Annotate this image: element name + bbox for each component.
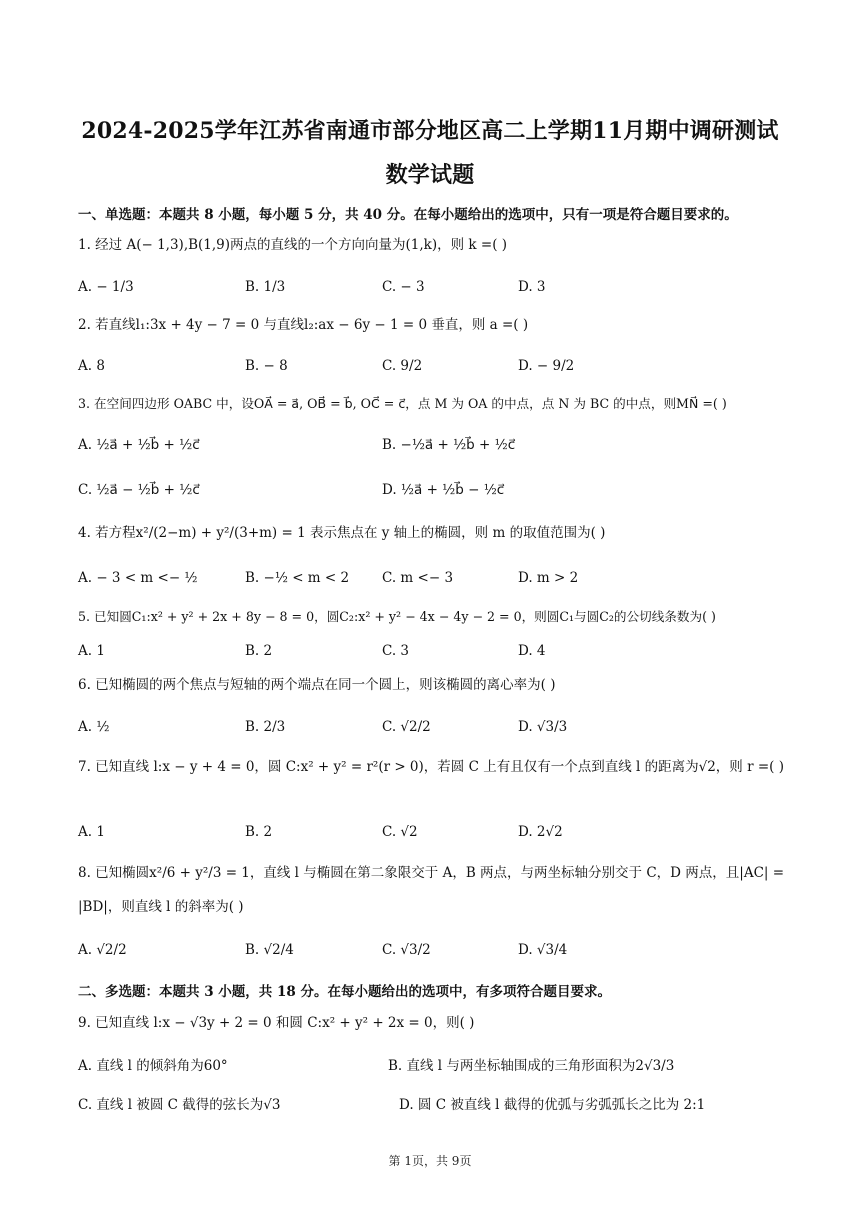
exam-subtitle: 数学试题 bbox=[385, 162, 475, 188]
question-8-option-c: C. √3/2 bbox=[382, 942, 431, 958]
question-6-option-c: C. √2/2 bbox=[382, 719, 431, 735]
question-3-option-a: A. ½a⃗ + ½b⃗ + ½c⃗ bbox=[78, 437, 200, 453]
exam-title: 2024-2025学年江苏省南通市部分地区高二上学期11月期中调研测试 bbox=[81, 118, 779, 144]
question-1-option-d: D. 3 bbox=[518, 279, 546, 295]
question-6-option-b: B. 2/3 bbox=[245, 719, 286, 735]
question-1-option-b: B. 1/3 bbox=[245, 279, 286, 295]
question-4-option-a: A. − 3 < m <− ½ bbox=[78, 570, 198, 586]
question-8-stem: 8. 已知椭圆x²/6 + y²/3 = 1，直线 l 与椭圆在第二象限交于 A，B 两点，与两坐标轴分别交于 C，D 两点，且|AC| = |BD|，则直线 l 的斜率为( ) bbox=[78, 865, 785, 915]
question-1-option-a: A. − 1/3 bbox=[78, 279, 134, 295]
question-3-option-c: C. ½a⃗ − ½b⃗ + ½c⃗ bbox=[78, 482, 200, 498]
question-2-option-c: C. 9/2 bbox=[382, 358, 423, 374]
question-7-option-c: C. √2 bbox=[382, 824, 418, 840]
question-8-option-d: D. √3/4 bbox=[518, 942, 568, 958]
question-1-option-c: C. − 3 bbox=[382, 279, 425, 295]
question-5-option-d: D. 4 bbox=[518, 643, 546, 659]
question-4-option-b: B. −½ < m < 2 bbox=[245, 570, 350, 586]
section-multiple-choice-heading: 二、多选题：本题共 3 小题，共 18 分。在每小题给出的选项中，有多项符合题目要求。 bbox=[78, 984, 611, 1000]
question-2-option-d: D. − 9/2 bbox=[518, 358, 575, 374]
question-7-option-d: D. 2√2 bbox=[518, 824, 563, 840]
question-4-option-c: C. m <− 3 bbox=[382, 570, 454, 586]
question-9-option-d: D. 圆 C 被直线 l 截得的优弧与劣弧弧长之比为 2:1 bbox=[399, 1097, 706, 1113]
question-4-option-d: D. m > 2 bbox=[518, 570, 579, 586]
question-6-stem: 6. 已知椭圆的两个焦点与短轴的两个端点在同一个圆上，则该椭圆的离心率为( ) bbox=[78, 677, 556, 693]
question-4-stem: 4. 若方程x²/(2−m) + y²/(3+m) = 1 表示焦点在 y 轴上的椭圆，则 m 的取值范围为( ) bbox=[78, 525, 606, 541]
question-9-stem: 9. 已知直线 l:x − √3y + 2 = 0 和圆 C:x² + y² + 2x = 0，则( ) bbox=[78, 1015, 475, 1031]
page-footer: 第 1页，共 9页 bbox=[388, 1154, 472, 1168]
question-3-stem: 3. 在空间四边形 OABC 中，设OA⃗ = a⃗, OB⃗ = b⃗, OC⃗ = c⃗，点 M 为 OA 的中点，点 N 为 BC 的中点，则MN⃗ =( ) bbox=[78, 396, 727, 411]
question-6-option-a: A. ½ bbox=[78, 719, 110, 735]
question-8-option-b: B. √2/4 bbox=[245, 942, 294, 958]
question-7-stem: 7. 已知直线 l:x − y + 4 = 0，圆 C:x² + y² = r²(r > 0)，若圆 C 上有且仅有一个点到直线 l 的距离为√2，则 r =( ) bbox=[78, 759, 784, 775]
question-3-option-b: B. −½a⃗ + ½b⃗ + ½c⃗ bbox=[382, 437, 516, 453]
question-5-option-c: C. 3 bbox=[382, 643, 410, 659]
question-9-option-c: C. 直线 l 被圆 C 截得的弦长为√3 bbox=[78, 1097, 281, 1113]
question-9-option-b: B. 直线 l 与两坐标轴围成的三角形面积为2√3/3 bbox=[388, 1058, 675, 1074]
question-2-option-b: B. − 8 bbox=[245, 358, 288, 374]
question-2-stem: 2. 若直线l₁:3x + 4y − 7 = 0 与直线l₂:ax − 6y − 1 = 0 垂直，则 a =( ) bbox=[78, 317, 529, 333]
question-1-stem: 1. 经过 A(− 1,3),B(1,9)两点的直线的一个方向向量为(1,k)，则 k =( ) bbox=[78, 237, 508, 253]
question-6-option-d: D. √3/3 bbox=[518, 719, 568, 735]
question-5-option-a: A. 1 bbox=[78, 643, 105, 659]
question-5-stem: 5. 已知圆C₁:x² + y² + 2x + 8y − 8 = 0，圆C₂:x² + y² − 4x − 4y − 2 = 0，则圆C₁与圆C₂的公切线条数为( ) bbox=[78, 609, 716, 624]
question-7-option-a: A. 1 bbox=[78, 824, 105, 840]
question-3-option-d: D. ½a⃗ + ½b⃗ − ½c⃗ bbox=[382, 482, 505, 498]
question-2-option-a: A. 8 bbox=[78, 358, 105, 374]
question-9-option-a: A. 直线 l 的倾斜角为60° bbox=[78, 1058, 228, 1074]
section-single-choice-heading: 一、单选题：本题共 8 小题，每小题 5 分，共 40 分。在每小题给出的选项中，只有一项是符合题目要求的。 bbox=[78, 207, 738, 223]
question-8-option-a: A. √2/2 bbox=[78, 942, 127, 958]
question-7-option-b: B. 2 bbox=[245, 824, 273, 840]
question-5-option-b: B. 2 bbox=[245, 643, 273, 659]
